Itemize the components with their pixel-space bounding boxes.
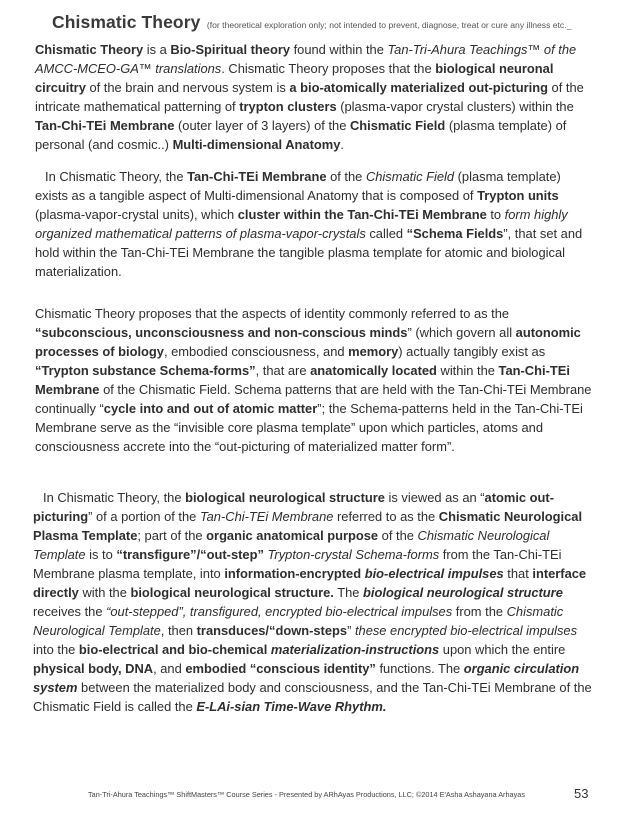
body-text: of the brain and nervous system is	[85, 80, 290, 95]
body-text: from the Tan-Chi-TEi Membrane plasma template, into	[33, 547, 562, 581]
emphasized-text: “transfigure”/“out-step”	[116, 547, 264, 562]
paragraph-2	[35, 167, 595, 281]
emphasized-text: anatomically located	[310, 363, 437, 378]
emphasized-text: a bio-atomically materialized out-picturing	[289, 80, 548, 95]
body-text: ; part of the	[137, 528, 207, 543]
body-text: between the materialized body and consciousness, and the Tan-Chi-TEi Membrane of the Chismatic Field is called the	[33, 680, 592, 714]
body-text: ” (which govern all	[407, 325, 516, 340]
emphasized-text: biological neurological structure	[185, 490, 385, 505]
italic-text: Chismatic Neurological Template	[33, 528, 550, 562]
footer-credits: Tan-Tri-Ahura Teachings™ ShiftMasters™ Course Series - Presented by ARhAyas Productions, LLC; ©2014 E'Asha Ashayana Arhayas	[88, 790, 525, 799]
body-text: that	[503, 566, 533, 581]
body-text: (plasma-vapor crystal clusters) within the	[336, 99, 574, 114]
italic-text: Tan-Chi-TEi Membrane	[199, 509, 334, 524]
emphasized-text: organic anatomical purpose	[206, 528, 379, 543]
body-text: found within the	[290, 42, 388, 57]
paragraph-4	[33, 488, 595, 716]
body-text: Chismatic Theory proposes that the aspects of identity commonly referred to as the	[35, 306, 510, 321]
body-text: within the	[436, 363, 499, 378]
emphasized-text: memory	[348, 344, 399, 359]
emphasized-text: E-LAi-sian Time-Wave Rhythm.	[196, 699, 387, 714]
emphasized-text: atomic out-picturing	[33, 490, 554, 524]
italic-text: form highly organized mathematical patterns of plasma-vapor-crystals	[35, 207, 568, 241]
body-text: upon which the entire	[439, 642, 566, 657]
emphasized-text: biological neurological structure.	[130, 585, 334, 600]
emphasized-text: bio-electrical impulses	[364, 566, 504, 581]
emphasized-text: Chismatic Neurological Plasma Template	[33, 509, 583, 543]
body-text: of the Chismatic Field. Schema patterns that are held with the Tan-Chi-TEi Membrane continually “	[35, 382, 592, 416]
body-text: (plasma template) of personal (and cosmic..)	[35, 118, 567, 152]
emphasized-text: materialization-instructions	[270, 642, 440, 657]
body-text: of the	[326, 169, 366, 184]
body-text: (plasma-vapor-crystal units), which	[35, 207, 238, 222]
body-text: called	[365, 226, 407, 241]
body-text: is a	[143, 42, 171, 57]
body-text: .	[340, 137, 344, 152]
emphasized-text: Tan-Chi-TEi Membrane	[35, 118, 175, 133]
body-text: ” of a portion of the	[88, 509, 200, 524]
body-text: to	[486, 207, 505, 222]
body-text: receives the	[33, 604, 107, 619]
emphasized-text: cycle into and out of atomic matter	[103, 401, 318, 416]
emphasized-text: “Schema Fields	[406, 226, 504, 241]
emphasized-text: information-encrypted	[224, 566, 362, 581]
emphasized-text: “Trypton substance Schema-forms”	[35, 363, 256, 378]
body-text: ”	[347, 623, 355, 638]
body-text: from the	[452, 604, 507, 619]
emphasized-text: transduces/“down-steps	[196, 623, 348, 638]
emphasized-text: Chismatic Field	[349, 118, 446, 133]
emphasized-text: trypton clusters	[239, 99, 337, 114]
page-title: Chismatic Theory	[52, 12, 201, 32]
body-text: into the	[33, 642, 79, 657]
emphasized-text: Tan-Chi-TEi Membrane	[187, 169, 327, 184]
emphasized-text: autonomic processes of biology	[35, 325, 581, 359]
body-text: ”; the Schema-patterns held in the Tan-Chi-TEi Membrane serve as the “invisible core plasma template” upon which particles, atoms and consciousness accrete into the “out-picturing of materialized matter form”.	[35, 401, 583, 454]
italic-text: “out-stepped”, transfigured, encrypted bio-electrical impulses	[106, 604, 453, 619]
body-text: functions. The	[375, 661, 464, 676]
emphasized-text: bio-electrical and bio-chemical	[78, 642, 268, 657]
emphasized-text: Bio-Spiritual theory	[170, 42, 291, 57]
italic-text: Chismatic Field	[365, 169, 455, 184]
body-text: , embodied consciousness, and	[163, 344, 349, 359]
emphasized-text: biological neurological structure	[363, 585, 563, 600]
body-text: is to	[85, 547, 117, 562]
emphasized-text: biological neuronal circuitry	[35, 61, 554, 95]
body-text: In Chismatic Theory, the	[45, 169, 188, 184]
body-text: ) actually tangibly exist as	[398, 344, 546, 359]
body-text: ”, that set and hold within the Tan-Chi-TEi Membrane the tangible plasma template for atomic and biological materialization.	[35, 226, 583, 279]
body-text: , then	[160, 623, 197, 638]
italic-text: these encrypted bio-electrical impulses	[354, 623, 578, 638]
emphasized-text: interface directly	[33, 566, 587, 600]
body-text: of the	[378, 528, 418, 543]
paragraph-3	[35, 304, 595, 456]
paragraph-1	[35, 40, 595, 154]
body-text: (outer layer of 3 layers) of the	[174, 118, 350, 133]
italic-text: Trypton-crystal Schema-forms	[267, 547, 440, 562]
header	[52, 12, 627, 33]
emphasized-text: physical body, DNA	[33, 661, 154, 676]
body-text: is viewed as an “	[384, 490, 485, 505]
body-text: . Chismatic Theory proposes that the	[221, 61, 436, 76]
body-text: , that are	[255, 363, 311, 378]
body-text: In Chismatic Theory, the	[43, 490, 186, 505]
emphasized-text: Tan-Chi-TEi Membrane	[35, 363, 570, 397]
body-text: (plasma template) exists as a tangible aspect of Multi-dimensional Anatomy that is composed of	[35, 169, 561, 203]
body-text: with the	[78, 585, 131, 600]
italic-text: Tan-Tri-Ahura Teachings™ of the AMCC-MCEO-GA™ translations	[35, 42, 577, 76]
italic-text: Chismatic Neurological Template	[33, 604, 564, 638]
emphasized-text: Trypton units	[477, 188, 559, 203]
emphasized-text: Chismatic Theory	[35, 42, 144, 57]
disclaimer-note: (for theoretical exploration only; not intended to prevent, diagnose, treat or cure any illness etc._	[206, 20, 572, 30]
page-number: 53	[574, 786, 589, 801]
body-text: of the intricate mathematical patterning of	[35, 80, 584, 114]
emphasized-text: cluster within the Tan-Chi-TEi Membrane	[237, 207, 487, 222]
body-text: The	[333, 585, 364, 600]
emphasized-text: Multi-dimensional Anatomy	[172, 137, 341, 152]
body-text: referred to as the	[333, 509, 439, 524]
emphasized-text: “subconscious, unconsciousness and non-conscious minds	[35, 325, 408, 340]
emphasized-text: embodied “conscious identity”	[185, 661, 376, 676]
emphasized-text: organic circulation system	[33, 661, 580, 695]
body-text: , and	[153, 661, 186, 676]
